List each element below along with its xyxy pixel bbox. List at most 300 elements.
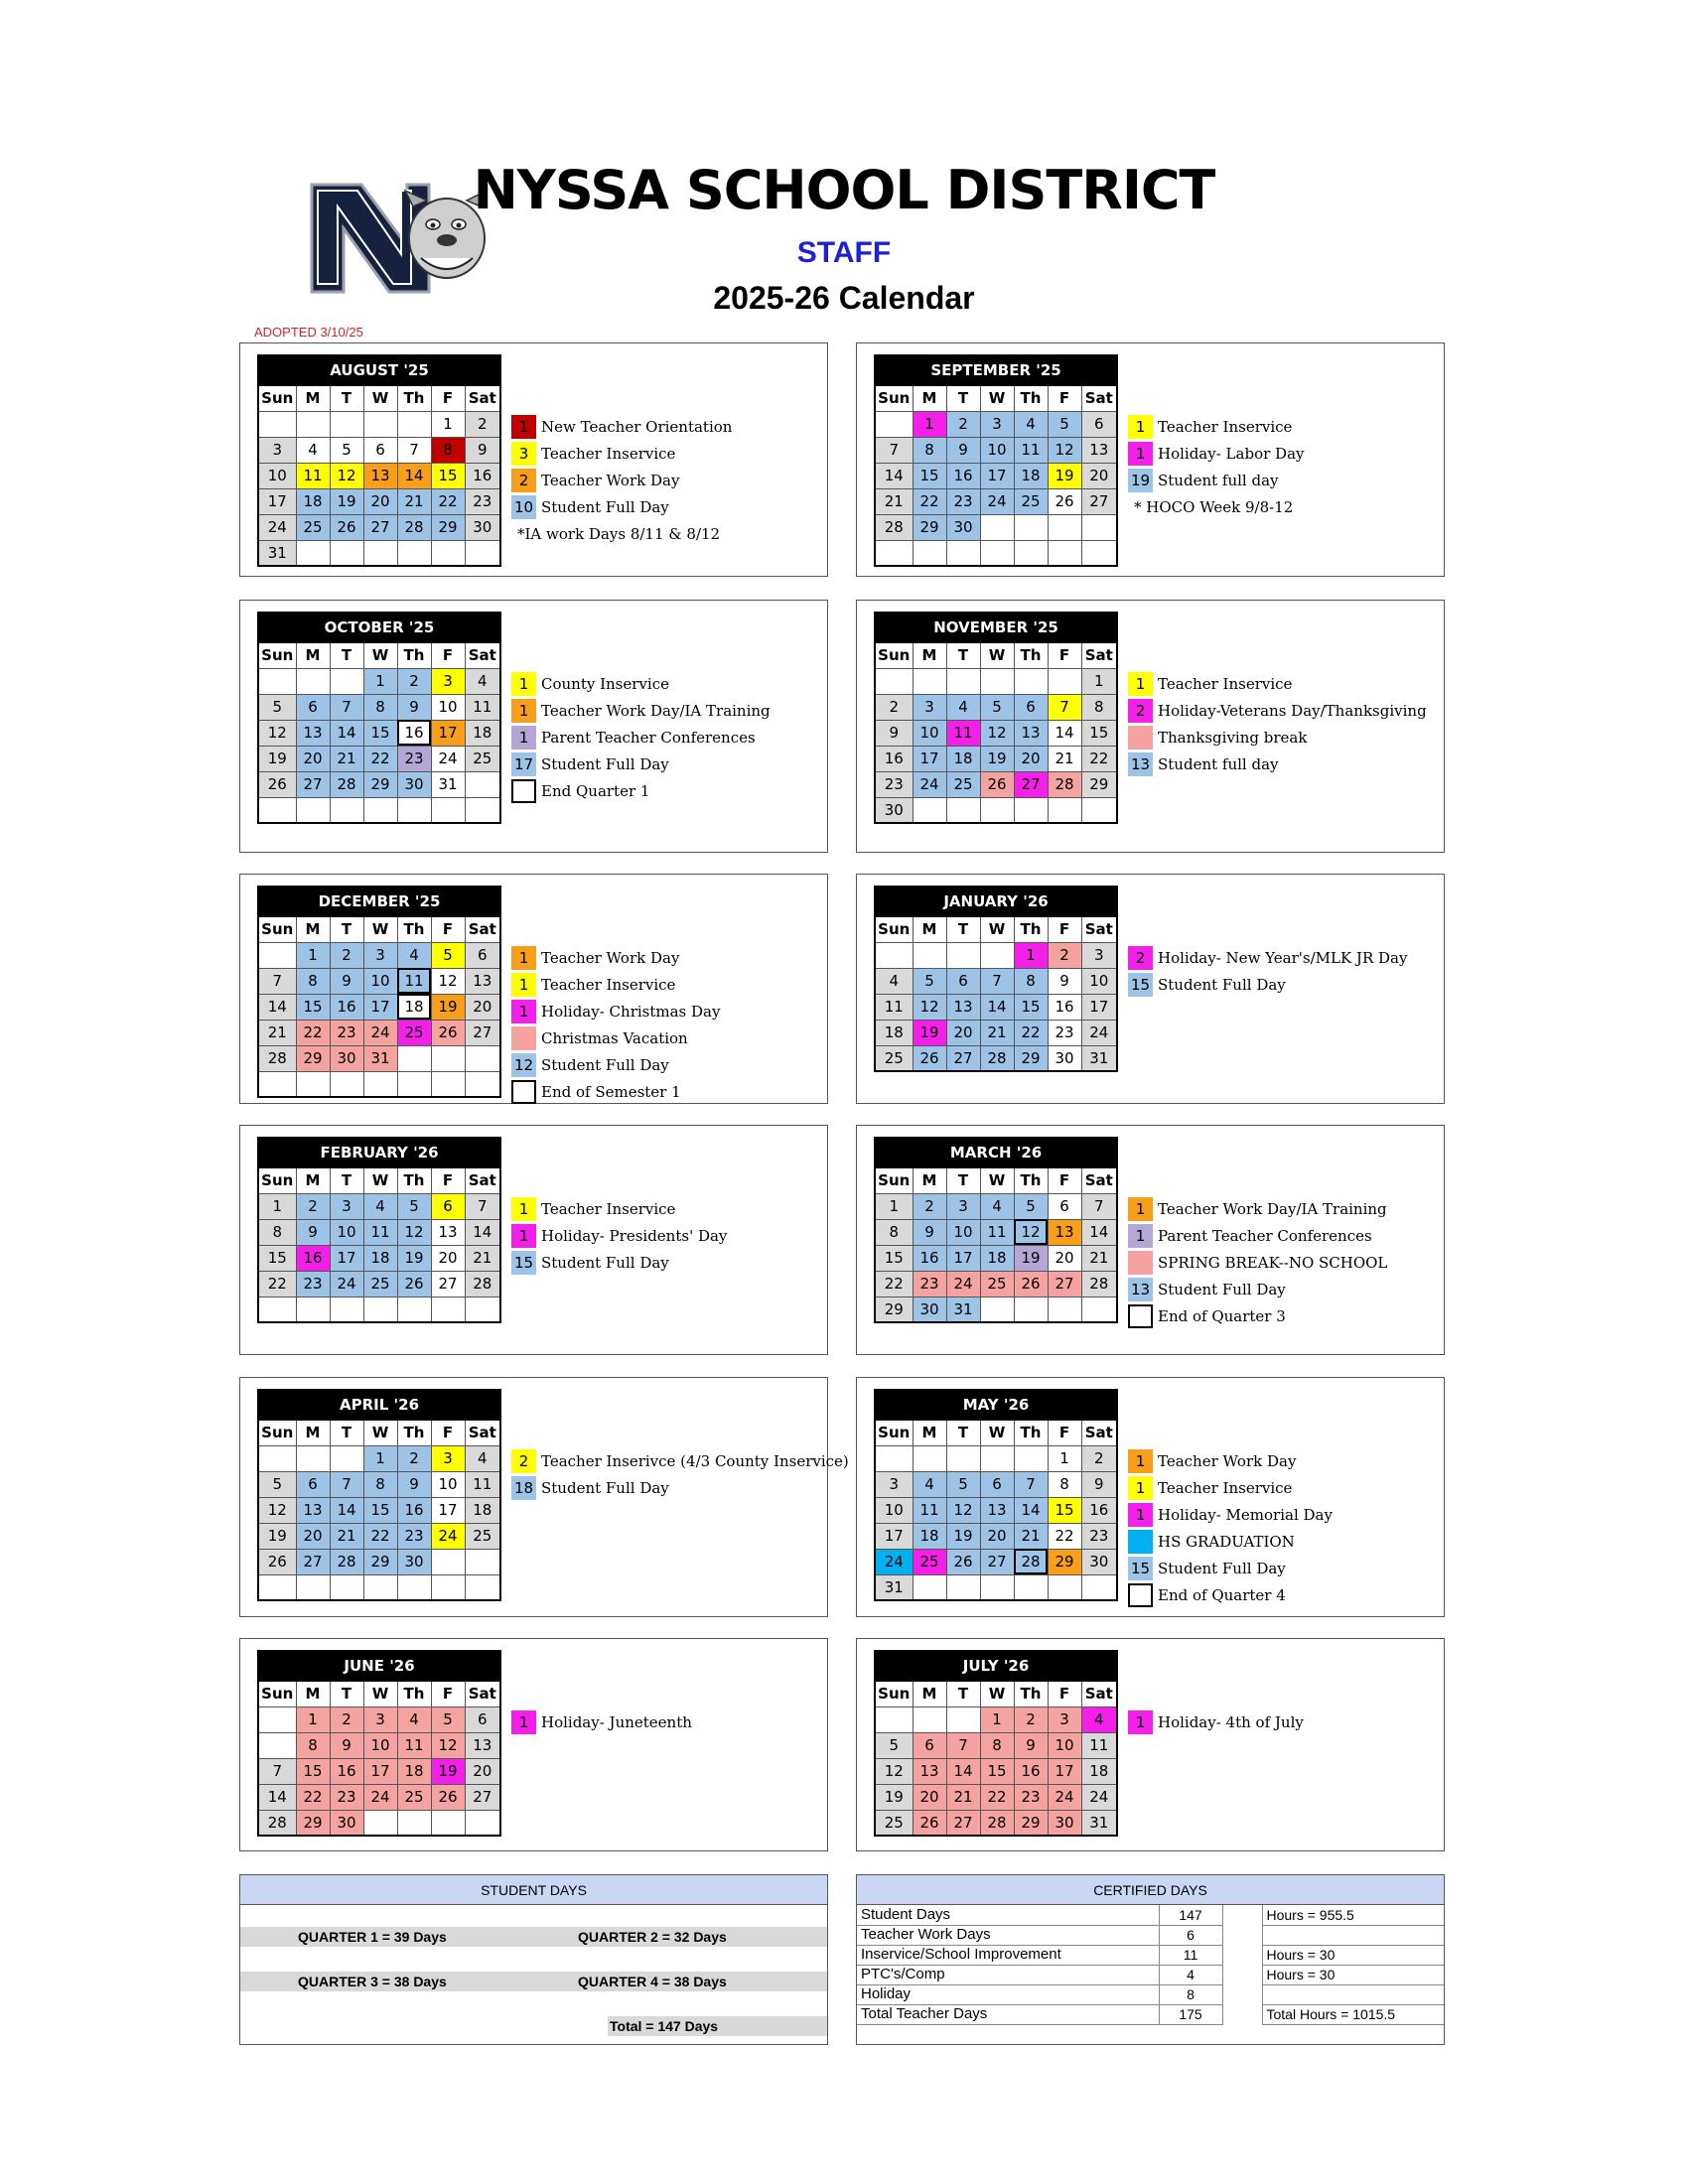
day-cell	[397, 797, 431, 823]
weekday-header: F	[431, 385, 465, 411]
weekday-header: W	[363, 916, 397, 942]
day-cell: 20	[1081, 463, 1117, 488]
day-cell: 25	[875, 1810, 913, 1836]
day-cell: 17	[431, 1497, 465, 1523]
day-cell: 6	[913, 1732, 946, 1758]
day-cell: 20	[465, 1758, 500, 1784]
day-cell: 11	[1014, 437, 1048, 463]
day-cell	[1014, 1297, 1048, 1322]
day-cell: 15	[363, 1497, 397, 1523]
day-cell	[875, 1706, 913, 1732]
week-row	[875, 1445, 1117, 1471]
day-cell: 20	[363, 488, 397, 514]
day-cell: 12	[875, 1758, 913, 1784]
student-days-total-row	[608, 2016, 827, 2036]
day-cell: 24	[980, 488, 1014, 514]
certified-days-box	[856, 1874, 1445, 2045]
day-cell: 12	[1048, 437, 1081, 463]
legend-swatch	[1128, 1530, 1153, 1554]
legend-swatch: 12	[511, 1053, 536, 1077]
day-cell: 6	[980, 1471, 1014, 1497]
day-cell: 7	[258, 968, 296, 994]
day-cell	[296, 668, 330, 694]
day-cell	[1014, 797, 1048, 823]
legend-item	[1128, 751, 1427, 777]
legend-swatch: 1	[511, 1710, 536, 1734]
weekday-header: Sun	[258, 385, 296, 411]
day-cell: 5	[431, 942, 465, 968]
weekday-header: Sun	[875, 1167, 913, 1193]
weekday-header: Th	[397, 916, 431, 942]
day-cell: 13	[465, 968, 500, 994]
legend-label: Parent Teacher Conferences	[541, 728, 756, 747]
day-cell	[1081, 1574, 1117, 1600]
legend-swatch: 1	[1128, 442, 1153, 466]
day-cell: 22	[1081, 746, 1117, 771]
day-cell	[258, 1297, 296, 1322]
day-cell: 9	[330, 1732, 363, 1758]
weekday-header: M	[296, 385, 330, 411]
day-cell: 17	[1081, 994, 1117, 1020]
day-cell: 24	[913, 771, 946, 797]
day-cell	[946, 1574, 980, 1600]
weekday-header: Th	[397, 1681, 431, 1706]
day-cell: 7	[397, 437, 431, 463]
day-cell	[465, 1810, 500, 1836]
legend-swatch: 19	[1128, 469, 1153, 492]
day-cell: 15	[296, 1758, 330, 1784]
day-cell: 28	[330, 1549, 363, 1574]
day-cell: 2	[1014, 1706, 1048, 1732]
legend-swatch	[511, 1026, 536, 1050]
legend-label: Student Full Day	[541, 1055, 669, 1074]
day-cell: 10	[875, 1497, 913, 1523]
day-cell: 19	[980, 746, 1014, 771]
day-cell: 1	[363, 668, 397, 694]
certified-label: Total Teacher Days	[857, 2004, 1159, 2024]
day-cell: 13	[1048, 1219, 1081, 1245]
day-cell	[980, 1445, 1014, 1471]
day-cell: 24	[431, 1523, 465, 1549]
week-row	[258, 1549, 500, 1574]
day-cell: 21	[980, 1020, 1014, 1045]
day-cell: 21	[946, 1784, 980, 1810]
certified-row	[857, 1905, 1444, 1925]
legend-swatch: 1	[1128, 1710, 1153, 1734]
legend-label: Teacher Work Day/IA Training	[541, 701, 771, 720]
week-row	[875, 1549, 1117, 1574]
legend-label: New Teacher Orientation	[541, 417, 733, 436]
spacer	[1222, 1945, 1262, 1965]
day-cell: 18	[1081, 1758, 1117, 1784]
day-cell: 19	[431, 1758, 465, 1784]
legend-swatch: 15	[1128, 973, 1153, 997]
day-cell	[296, 1071, 330, 1097]
weekday-header: M	[296, 1420, 330, 1445]
month-title: FEBRUARY '26	[258, 1138, 500, 1167]
legend-swatch: 2	[1128, 699, 1153, 723]
month-calendar	[874, 1137, 1118, 1323]
day-cell: 10	[258, 463, 296, 488]
day-cell: 8	[913, 437, 946, 463]
weekday-header: F	[1048, 1167, 1081, 1193]
week-row	[258, 694, 500, 720]
day-cell: 9	[465, 437, 500, 463]
day-cell: 16	[946, 463, 980, 488]
day-cell	[946, 1445, 980, 1471]
day-cell	[913, 540, 946, 566]
legend-label: County Inservice	[541, 674, 669, 693]
day-cell	[980, 1574, 1014, 1600]
week-row	[875, 1245, 1117, 1271]
legend-item	[511, 1024, 720, 1051]
week-row	[875, 694, 1117, 720]
student-days-row-1	[240, 1927, 827, 1947]
certified-value: 4	[1159, 1965, 1222, 1984]
weekday-header: M	[913, 1681, 946, 1706]
day-cell: 13	[1014, 720, 1048, 746]
day-cell: 20	[431, 1245, 465, 1271]
day-cell: 16	[465, 463, 500, 488]
day-cell: 15	[431, 463, 465, 488]
month-title: MARCH '26	[875, 1138, 1117, 1167]
day-cell: 8	[363, 694, 397, 720]
day-cell	[363, 1810, 397, 1836]
legend-label: End of Quarter 3	[1158, 1306, 1286, 1325]
week-row	[258, 1071, 500, 1097]
week-row	[258, 994, 500, 1020]
day-cell: 23	[296, 1271, 330, 1297]
week-row	[258, 1219, 500, 1245]
day-cell: 10	[330, 1219, 363, 1245]
day-cell	[875, 942, 913, 968]
week-row	[875, 1732, 1117, 1758]
weekday-header: W	[980, 1420, 1014, 1445]
day-cell: 3	[946, 1193, 980, 1219]
day-cell: 28	[875, 514, 913, 540]
day-cell: 23	[875, 771, 913, 797]
day-cell: 30	[875, 797, 913, 823]
weekday-header: Th	[1014, 642, 1048, 668]
legend-swatch: 18	[511, 1476, 536, 1500]
legend-swatch: 1	[511, 1000, 536, 1024]
day-cell	[258, 668, 296, 694]
weekday-header: F	[431, 642, 465, 668]
month-calendar	[257, 1137, 501, 1323]
legend-item	[1128, 971, 1407, 998]
day-cell	[875, 668, 913, 694]
weekday-header: W	[980, 385, 1014, 411]
day-cell	[913, 1574, 946, 1600]
day-cell	[397, 1045, 431, 1071]
day-cell: 9	[913, 1219, 946, 1245]
certified-value: 8	[1159, 1984, 1222, 2004]
day-cell: 16	[1014, 1758, 1048, 1784]
day-cell	[431, 1071, 465, 1097]
legend-label: *IA work Days 8/11 & 8/12	[517, 524, 721, 543]
weekday-header: M	[913, 916, 946, 942]
weekday-header: F	[1048, 1681, 1081, 1706]
week-row	[258, 1045, 500, 1071]
day-cell: 13	[296, 1497, 330, 1523]
legend-swatch: 2	[511, 1449, 536, 1473]
weekday-header: Sun	[875, 916, 913, 942]
certified-label: Holiday	[857, 1984, 1159, 2004]
day-cell	[330, 797, 363, 823]
day-cell: 5	[875, 1732, 913, 1758]
day-cell	[465, 797, 500, 823]
spacer	[1222, 2004, 1262, 2024]
legend-item	[1128, 440, 1304, 467]
day-cell: 11	[296, 463, 330, 488]
legend-label: Student Full Day	[1158, 1559, 1286, 1577]
month-title: SEPTEMBER '25	[875, 355, 1117, 385]
weekday-header: Sat	[465, 1420, 500, 1445]
legend-label: * HOCO Week 9/8-12	[1134, 497, 1294, 516]
legend-label: Holiday- Presidents' Day	[541, 1226, 728, 1245]
month-title: APRIL '26	[258, 1390, 500, 1420]
day-cell: 23	[1081, 1523, 1117, 1549]
month-legend	[511, 1447, 849, 1501]
day-cell: 4	[1081, 1706, 1117, 1732]
day-cell: 16	[913, 1245, 946, 1271]
certified-hours: Hours = 30	[1262, 1945, 1444, 1965]
day-cell: 31	[431, 771, 465, 797]
month-panel	[239, 600, 828, 853]
legend-swatch: 1	[1128, 672, 1153, 696]
day-cell: 4	[980, 1193, 1014, 1219]
day-cell: 25	[465, 1523, 500, 1549]
day-cell: 31	[1081, 1045, 1117, 1071]
week-row	[875, 488, 1117, 514]
month-legend	[511, 413, 732, 547]
day-cell: 18	[296, 488, 330, 514]
day-cell: 10	[431, 694, 465, 720]
weekday-header: Sun	[875, 385, 913, 411]
weekday-header: M	[913, 1420, 946, 1445]
legend-swatch: 2	[511, 469, 536, 492]
legend-item	[1128, 670, 1427, 697]
day-cell	[431, 1549, 465, 1574]
legend-item	[1128, 944, 1407, 971]
day-cell: 13	[363, 463, 397, 488]
day-cell: 24	[946, 1271, 980, 1297]
quarter-2: QUARTER 2 = 32 Days	[578, 1929, 727, 1945]
week-row	[875, 968, 1117, 994]
weekday-header: W	[980, 642, 1014, 668]
day-cell: 30	[1048, 1810, 1081, 1836]
legend-item	[511, 1078, 720, 1105]
day-cell: 22	[296, 1020, 330, 1045]
day-cell: 9	[1014, 1732, 1048, 1758]
day-cell: 4	[296, 437, 330, 463]
day-cell: 14	[330, 1497, 363, 1523]
day-cell: 29	[1014, 1045, 1048, 1071]
day-cell: 21	[1014, 1523, 1048, 1549]
weekday-header: Th	[1014, 916, 1048, 942]
day-cell: 5	[397, 1193, 431, 1219]
day-cell: 25	[465, 746, 500, 771]
day-cell: 20	[1014, 746, 1048, 771]
day-cell: 7	[1081, 1193, 1117, 1219]
week-row	[875, 540, 1117, 566]
legend-item	[1128, 1302, 1387, 1329]
day-cell: 26	[431, 1020, 465, 1045]
day-cell: 4	[465, 1445, 500, 1471]
day-cell: 11	[875, 994, 913, 1020]
month-panel	[856, 1377, 1445, 1617]
day-cell	[431, 1045, 465, 1071]
day-cell: 14	[980, 994, 1014, 1020]
day-cell	[397, 1297, 431, 1322]
day-cell: 13	[980, 1497, 1014, 1523]
day-cell	[1048, 514, 1081, 540]
weekday-header: M	[913, 642, 946, 668]
week-row	[875, 1574, 1117, 1600]
day-cell: 26	[397, 1271, 431, 1297]
day-cell: 15	[296, 994, 330, 1020]
legend-label: End of Quarter 4	[1158, 1585, 1286, 1604]
certified-row	[857, 1965, 1444, 1984]
day-cell: 31	[1081, 1810, 1117, 1836]
weekday-header: T	[330, 642, 363, 668]
day-cell: 24	[431, 746, 465, 771]
week-row	[875, 994, 1117, 1020]
day-cell: 20	[296, 1523, 330, 1549]
day-cell: 8	[296, 1732, 330, 1758]
day-cell: 11	[363, 1219, 397, 1245]
month-legend	[1128, 670, 1427, 777]
day-cell: 23	[465, 488, 500, 514]
day-cell: 26	[431, 1784, 465, 1810]
month-legend	[511, 670, 771, 804]
month-calendar	[257, 1389, 501, 1601]
day-cell: 27	[1048, 1271, 1081, 1297]
day-cell: 9	[946, 437, 980, 463]
weekday-header: Th	[1014, 385, 1048, 411]
day-cell: 28	[1014, 1549, 1048, 1574]
day-cell: 10	[363, 1732, 397, 1758]
day-cell: 25	[1014, 488, 1048, 514]
weekday-header: T	[946, 642, 980, 668]
day-cell: 17	[363, 994, 397, 1020]
day-cell: 25	[875, 1045, 913, 1071]
certified-row	[857, 1925, 1444, 1945]
day-cell	[431, 797, 465, 823]
day-cell	[946, 797, 980, 823]
day-cell: 9	[397, 694, 431, 720]
week-row	[258, 1245, 500, 1271]
legend-item	[511, 1708, 692, 1735]
spacer	[1222, 1965, 1262, 1984]
day-cell	[258, 411, 296, 437]
certified-label: Teacher Work Days	[857, 1925, 1159, 1945]
day-cell: 14	[1048, 720, 1081, 746]
day-cell: 6	[296, 694, 330, 720]
weekday-header: F	[1048, 916, 1081, 942]
legend-item	[511, 670, 771, 697]
day-cell: 20	[946, 1020, 980, 1045]
day-cell: 19	[330, 488, 363, 514]
day-cell: 9	[330, 968, 363, 994]
day-cell: 8	[1048, 1471, 1081, 1497]
day-cell: 19	[397, 1245, 431, 1271]
day-cell: 21	[465, 1245, 500, 1271]
legend-item	[511, 944, 720, 971]
week-row	[258, 968, 500, 994]
week-row	[258, 1758, 500, 1784]
student-days-total: Total = 147 Days	[610, 2018, 719, 2034]
certified-hours: Hours = 30	[1262, 1965, 1444, 1984]
week-row	[258, 411, 500, 437]
legend-swatch: 1	[511, 1224, 536, 1248]
legend-label: Thanksgiving break	[1158, 728, 1308, 747]
day-cell: 5	[913, 968, 946, 994]
day-cell: 12	[397, 1219, 431, 1245]
day-cell: 26	[258, 1549, 296, 1574]
day-cell: 22	[363, 746, 397, 771]
day-cell: 28	[258, 1810, 296, 1836]
day-cell: 24	[1048, 1784, 1081, 1810]
day-cell: 23	[913, 1271, 946, 1297]
legend-swatch	[1128, 726, 1153, 750]
day-cell	[330, 1445, 363, 1471]
legend-label: Teacher Inserivce (4/3 County Inservice)	[541, 1451, 849, 1470]
day-cell: 3	[330, 1193, 363, 1219]
day-cell: 3	[1081, 942, 1117, 968]
day-cell: 6	[1014, 694, 1048, 720]
day-cell: 17	[980, 463, 1014, 488]
day-cell: 12	[1014, 1219, 1048, 1245]
day-cell	[875, 540, 913, 566]
day-cell: 19	[875, 1784, 913, 1810]
day-cell: 27	[363, 514, 397, 540]
day-cell	[258, 1732, 296, 1758]
day-cell	[397, 1574, 431, 1600]
legend-swatch: 1	[1128, 1224, 1153, 1248]
day-cell	[1048, 1297, 1081, 1322]
legend-item	[511, 751, 771, 777]
day-cell	[258, 942, 296, 968]
weekday-header: Sat	[465, 916, 500, 942]
day-cell: 7	[875, 437, 913, 463]
day-cell: 20	[296, 746, 330, 771]
day-cell: 20	[465, 994, 500, 1020]
week-row	[258, 746, 500, 771]
legend-item	[511, 1474, 849, 1501]
day-cell: 25	[946, 771, 980, 797]
day-cell: 1	[875, 1193, 913, 1219]
week-row	[258, 488, 500, 514]
month-calendar	[874, 1389, 1118, 1601]
certified-row	[857, 1984, 1444, 2004]
month-panel	[239, 1125, 828, 1355]
day-cell: 15	[1081, 720, 1117, 746]
weekday-header: Sat	[465, 1681, 500, 1706]
legend-swatch: 2	[1128, 946, 1153, 970]
day-cell: 2	[946, 411, 980, 437]
month-legend	[511, 944, 720, 1105]
week-row	[258, 1297, 500, 1322]
week-row	[875, 1045, 1117, 1071]
day-cell: 29	[363, 1549, 397, 1574]
legend-label: Holiday- 4th of July	[1158, 1712, 1304, 1731]
weekday-header: M	[296, 1167, 330, 1193]
day-cell: 14	[1014, 1497, 1048, 1523]
day-cell: 13	[913, 1758, 946, 1784]
day-cell: 1	[296, 1706, 330, 1732]
day-cell: 11	[980, 1219, 1014, 1245]
